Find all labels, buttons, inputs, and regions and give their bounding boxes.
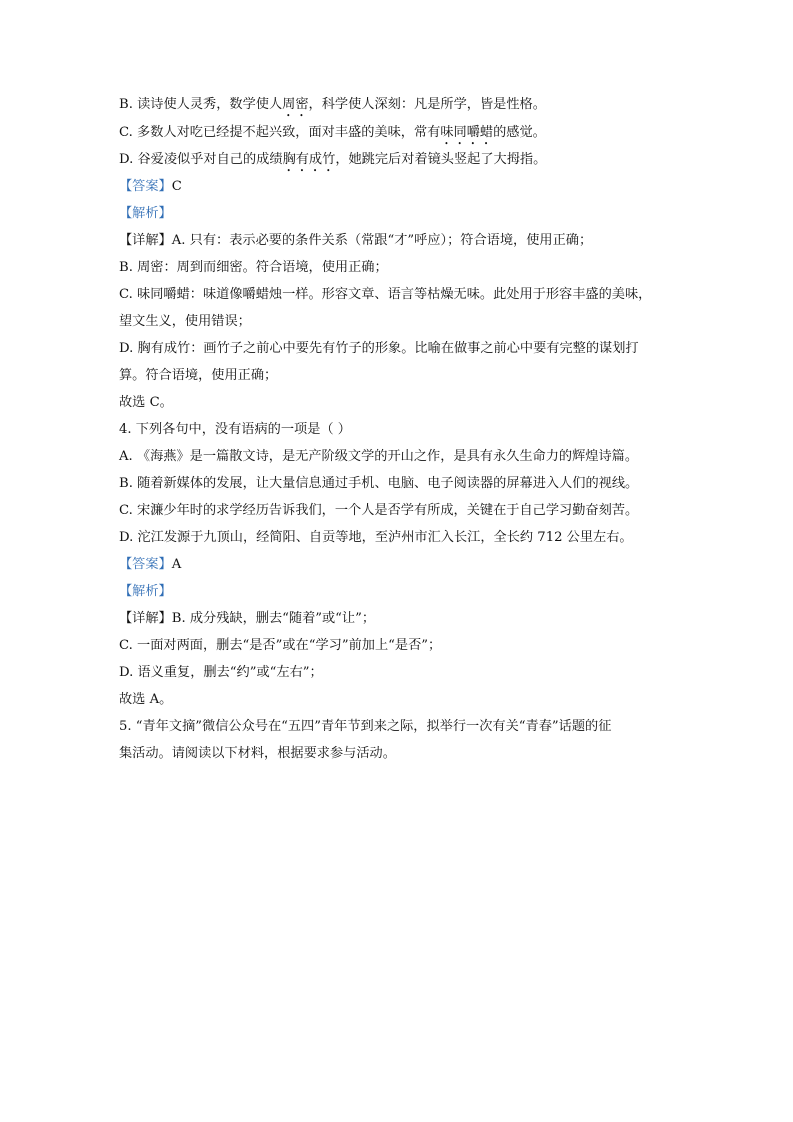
q4-option-c: C. 宋濂少年时的求学经历告诉我们，一个人是否学有所成，关键在于自己学习勤奋刻苦。: [119, 503, 639, 518]
detail-tag: 【详解】: [119, 233, 172, 248]
option-text: D. 谷爱凌似乎对自己的成绩: [119, 152, 283, 167]
q3-answer: [119, 178, 182, 196]
detail-text: A. 只有：表示必要的条件关系（常跟“才”呼应）；符合语境，使用正确；: [171, 233, 593, 248]
q3-conclusion: 故选 C。: [119, 395, 173, 410]
q3-detail-a: [119, 232, 592, 250]
option-text: 的感觉。: [493, 125, 546, 140]
q4-answer: [119, 556, 181, 574]
q3-detail-d-line1: D. 胸有成竹：画竹子之前心中要先有竹子的形象。比喻在做事之前心中要有完整的谋划打: [119, 341, 639, 356]
detail-tag: 【详解】: [119, 611, 172, 626]
q3-detail-b: B. 周密：周到而细密。符合语境，使用正确；: [119, 260, 388, 275]
q4-option-d: D. 沱江发源于九顶山，经简阳、自贡等地，至泸州市汇入长江，全长约 712 公里左右。: [119, 530, 633, 545]
q4-detail-b: [119, 610, 375, 628]
q4-stem: 4. 下列各句中，没有语病的一项是（ ）: [119, 422, 351, 437]
option-text: B. 读诗使人灵秀，数学使人: [119, 97, 283, 112]
answer-tag: 【答案】: [119, 179, 172, 194]
option-text: ，科学使人深刻：凡是所学，皆是性格。: [308, 97, 546, 112]
answer-value: A: [171, 557, 182, 572]
dotted-word: 味同嚼蜡: [440, 125, 494, 140]
q3-option-c: [119, 124, 546, 148]
q4-option-a: A. 《海燕》是一篇散文诗，是无产阶级文学的开山之作，是具有永久生命力的辉煌诗篇。: [119, 449, 639, 464]
dotted-word: 胸有成竹: [282, 152, 336, 167]
q4-conclusion: 故选 A。: [119, 692, 173, 707]
q4-detail-c: C. 一面对两面，删去“是否”或在“学习”前加上“是否”；: [119, 638, 442, 653]
answer-value: C: [171, 179, 182, 194]
q3-detail-c-line2: 望文生义，使用错误；: [119, 314, 251, 329]
q3-detail-d-line2: 算。符合语境，使用正确；: [119, 368, 278, 383]
q5-stem-line2: 集活动。请阅读以下材料，根据要求参与活动。: [119, 746, 396, 761]
q4-option-b: B. 随着新媒体的发展，让大量信息通过手机、电脑、电子阅读器的屏幕进入人们的视线。: [119, 476, 639, 491]
answer-tag: 【答案】: [119, 557, 172, 572]
option-text: ，她跳完后对着镜头竖起了大拇指。: [335, 152, 547, 167]
q3-option-b: [119, 96, 546, 120]
dotted-word: 周密: [282, 97, 309, 112]
q3-analysis-tag: 【解析】: [119, 206, 172, 221]
detail-text: B. 成分残缺，删去“随着”或“让”；: [171, 611, 376, 626]
q5-stem-line1: 5. “青年文摘”微信公众号在“五四”青年节到来之际，拟举行一次有关“青春”话题的征: [119, 719, 612, 734]
option-text: C. 多数人对吃已经提不起兴致，面对丰盛的美味，常有: [119, 125, 441, 140]
q3-detail-c-line1: C. 味同嚼蜡：味道像嚼蜡烛一样。形容文章、语言等枯燥无味。此处用于形容丰盛的美味，: [119, 287, 652, 302]
q3-option-d: [119, 151, 546, 175]
q4-detail-d: D. 语义重复，删去“约”或“左右”；: [119, 665, 323, 680]
q4-analysis-tag: 【解析】: [119, 584, 172, 599]
